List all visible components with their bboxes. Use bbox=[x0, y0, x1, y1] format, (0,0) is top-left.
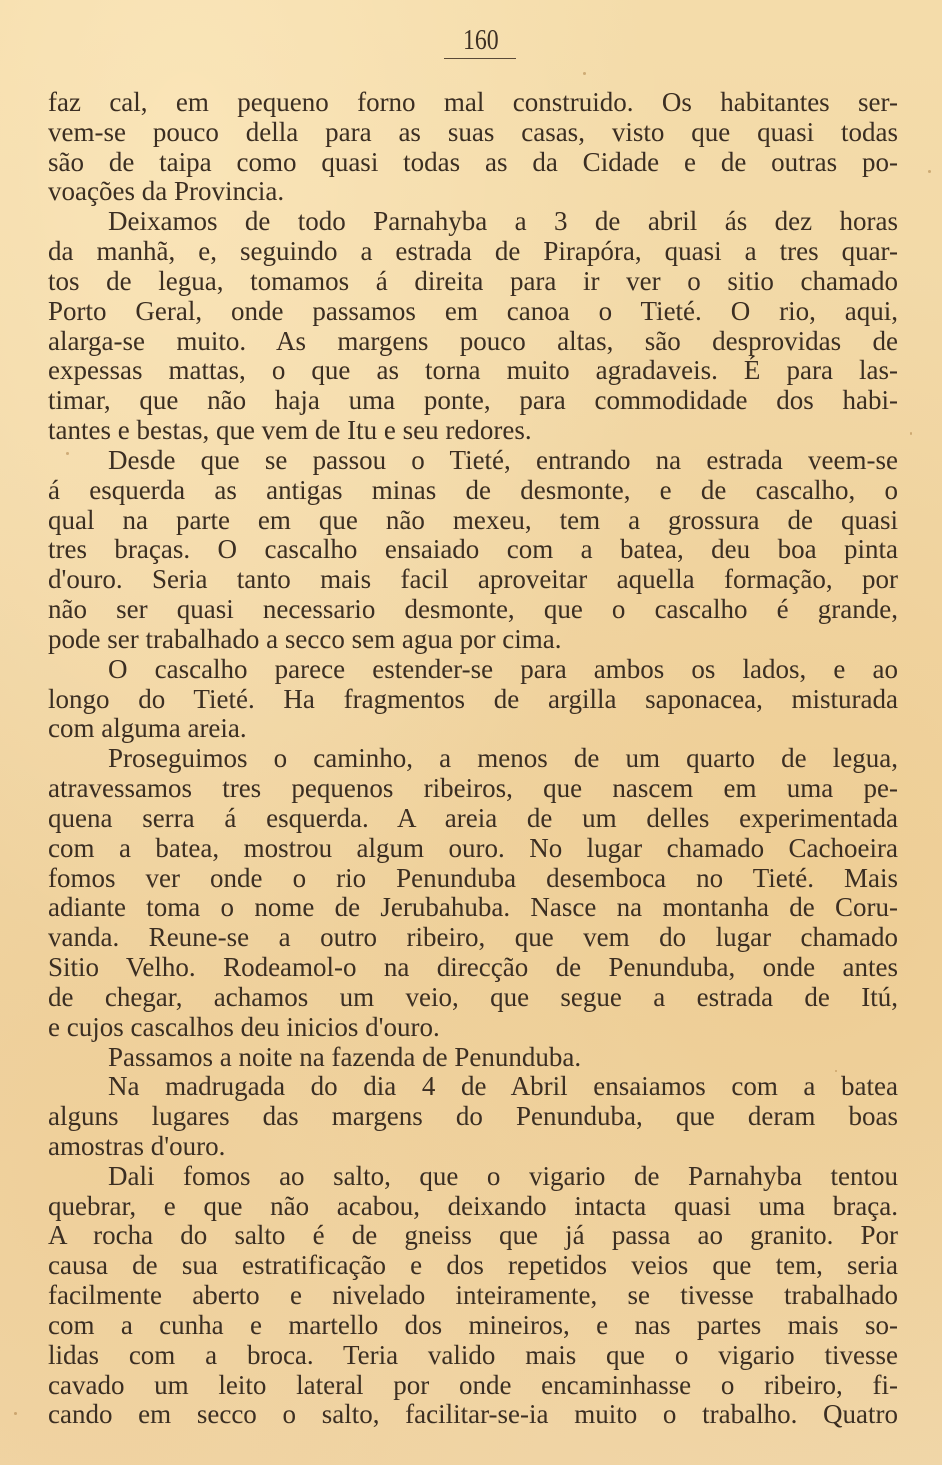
page-number: 160 bbox=[463, 25, 499, 56]
text-line bbox=[48, 1162, 898, 1192]
text-line bbox=[48, 685, 898, 715]
text-line bbox=[48, 297, 898, 327]
paragraph bbox=[48, 744, 898, 1042]
text-line-content: com alguma areia. bbox=[48, 714, 247, 744]
text-line-content: adiante toma o nome de Jerubahuba. Nasce na montanha de Coru- bbox=[48, 893, 898, 923]
text-line-content: Dali fomos ao salto, que o vigario de Parnahyba tentou bbox=[108, 1161, 898, 1191]
paper-speck bbox=[835, 1070, 837, 1072]
text-line-content: qual na parte em que não mexeu, tem a grossura de quasi bbox=[48, 505, 898, 535]
text-line bbox=[48, 1311, 898, 1341]
paragraph bbox=[48, 446, 898, 655]
paper-speck bbox=[928, 170, 931, 173]
text-line bbox=[48, 535, 898, 565]
paper-speck bbox=[14, 1412, 17, 1415]
text-line bbox=[48, 118, 898, 148]
text-line-content: com a batea, mostrou algum ouro. No lugar chamado Cachoeira bbox=[48, 833, 898, 863]
text-line-content: Desde que se passou o Tieté, entrando na estrada veem-se bbox=[108, 445, 898, 475]
text-line bbox=[48, 1132, 898, 1162]
text-line-content: Na madrugada do dia 4 de Abril ensaiamos com a batea bbox=[108, 1072, 898, 1102]
paragraph bbox=[48, 1162, 898, 1430]
text-line bbox=[48, 655, 898, 685]
text-line bbox=[48, 923, 898, 953]
paragraph bbox=[48, 207, 898, 446]
text-line-content: O cascalho parece estender-se para ambos os lados, e ao bbox=[108, 654, 898, 684]
text-line-content: atravessamos tres pequenos ribeiros, que nascem em uma pe- bbox=[48, 774, 898, 804]
text-line bbox=[48, 1043, 898, 1073]
text-line bbox=[48, 834, 898, 864]
text-line-content: cando em secco o salto, facilitar-se-ia muito o trabalho. Quatro bbox=[48, 1400, 898, 1430]
text-line bbox=[48, 1251, 898, 1281]
text-line bbox=[48, 595, 898, 625]
text-line-content: da manhã, e, seguindo a estrada de Pirapóra, quasi a tres quar- bbox=[48, 237, 898, 267]
text-line-content: cavado um leito lateral por onde encaminhasse o ribeiro, fi- bbox=[48, 1370, 898, 1400]
text-line bbox=[48, 506, 898, 536]
text-line bbox=[48, 1192, 898, 1222]
text-line bbox=[48, 237, 898, 267]
paper-speck bbox=[910, 432, 912, 435]
text-line-content: Deixamos de todo Parnahyba a 3 de abril ás dez horas bbox=[108, 207, 898, 237]
text-line bbox=[48, 565, 898, 595]
text-line bbox=[48, 983, 898, 1013]
text-line-content: pode ser trabalhado a secco sem agua por cima. bbox=[48, 624, 562, 654]
paper-speck bbox=[583, 72, 586, 75]
body-text bbox=[48, 88, 898, 1430]
text-line-content: causa de sua estratificação e dos repetidos veios que tem, seria bbox=[48, 1251, 898, 1281]
text-line bbox=[48, 1013, 898, 1043]
text-line bbox=[48, 148, 898, 178]
text-line-content: timar, que não haja uma ponte, para commodidade dos habi- bbox=[48, 386, 898, 416]
text-line-content: vem-se pouco della para as suas casas, visto que quasi todas bbox=[48, 117, 898, 147]
text-line bbox=[48, 177, 898, 207]
text-line bbox=[48, 446, 898, 476]
text-line bbox=[48, 864, 898, 894]
text-line bbox=[48, 1221, 898, 1251]
paragraph bbox=[48, 655, 898, 744]
text-line-content: e cujos cascalhos deu inicios d'ouro. bbox=[48, 1012, 440, 1042]
text-line-content: tantes e bestas, que vem de Itu e seu redores. bbox=[48, 416, 532, 446]
text-line-content: voações da Provincia. bbox=[48, 177, 285, 207]
text-line bbox=[48, 1281, 898, 1311]
text-line bbox=[48, 1072, 898, 1102]
text-line-content: Passamos a noite na fazenda de Penunduba. bbox=[108, 1042, 582, 1072]
text-line-content: tos de legua, tomamos á direita para ir ver o sitio chamado bbox=[48, 266, 898, 296]
text-line-content: alarga-se muito. As margens pouco altas, são desprovidas de bbox=[48, 326, 898, 356]
text-line bbox=[48, 386, 898, 416]
text-line-content: A rocha do salto é de gneiss que já passa ao granito. Por bbox=[48, 1221, 898, 1251]
text-line-content: tres braças. O cascalho ensaiado com a batea, deu boa pinta bbox=[48, 535, 898, 565]
text-line-content: Sitio Velho. Rodeamol-o na direcção de Penunduba, onde antes bbox=[48, 953, 898, 983]
page-number-rule bbox=[444, 58, 516, 59]
text-line-content: não ser quasi necessario desmonte, que o cascalho é grande, bbox=[48, 595, 898, 625]
text-line bbox=[48, 714, 898, 744]
paper-speck bbox=[66, 452, 69, 455]
text-line-content: d'ouro. Seria tanto mais facil aproveitar aquella formação, por bbox=[48, 565, 898, 595]
text-line-content: Proseguimos o caminho, a menos de um quarto de legua, bbox=[108, 744, 898, 774]
text-line bbox=[48, 1102, 898, 1132]
text-line bbox=[48, 1341, 898, 1371]
text-line bbox=[48, 953, 898, 983]
text-line-content: fomos ver onde o rio Penunduba desemboca no Tieté. Mais bbox=[48, 863, 898, 893]
text-line bbox=[48, 207, 898, 237]
text-line bbox=[48, 1400, 898, 1430]
text-line bbox=[48, 356, 898, 386]
text-line bbox=[48, 1371, 898, 1401]
text-line bbox=[48, 476, 898, 506]
text-line bbox=[48, 267, 898, 297]
paragraph bbox=[48, 1043, 898, 1073]
text-line-content: facilmente aberto e nivelado inteiramente, se tivesse trabalhado bbox=[48, 1281, 898, 1311]
text-line bbox=[48, 625, 898, 655]
text-line bbox=[48, 804, 898, 834]
text-line-content: alguns lugares das margens do Penunduba, que deram boas bbox=[48, 1102, 898, 1132]
text-line bbox=[48, 416, 898, 446]
text-line-content: á esquerda as antigas minas de desmonte, e de cascalho, o bbox=[48, 475, 898, 505]
text-line bbox=[48, 88, 898, 118]
text-line-content: Porto Geral, onde passamos em canoa o Tieté. O rio, aqui, bbox=[48, 296, 898, 326]
text-line bbox=[48, 327, 898, 357]
text-line-content: são de taipa como quasi todas as da Cidade e de outras po- bbox=[48, 147, 898, 177]
text-line-content: de chegar, achamos um veio, que segue a estrada de Itú, bbox=[48, 982, 898, 1012]
text-line-content: amostras d'ouro. bbox=[48, 1131, 226, 1161]
text-line-content: quena serra á esquerda. A areia de um delles experimentada bbox=[48, 803, 898, 833]
paragraph bbox=[48, 88, 898, 207]
text-line-content: quebrar, e que não acabou, deixando intacta quasi uma braça. bbox=[48, 1191, 898, 1221]
text-line bbox=[48, 893, 898, 923]
text-line-content: lidas com a broca. Teria valido mais que o vigario tivesse bbox=[48, 1340, 898, 1370]
text-line-content: faz cal, em pequeno forno mal construido. Os habitantes ser- bbox=[48, 88, 898, 117]
text-line-content: com a cunha e martello dos mineiros, e nas partes mais so- bbox=[48, 1310, 898, 1340]
text-line bbox=[48, 744, 898, 774]
text-line-content: vanda. Reune-se a outro ribeiro, que vem do lugar chamado bbox=[48, 923, 898, 953]
text-line-content: longo do Tieté. Ha fragmentos de argilla saponacea, misturada bbox=[48, 684, 898, 714]
text-line bbox=[48, 774, 898, 804]
paragraph bbox=[48, 1072, 898, 1161]
text-line-content: expessas mattas, o que as torna muito agradaveis. É para las- bbox=[48, 356, 898, 386]
